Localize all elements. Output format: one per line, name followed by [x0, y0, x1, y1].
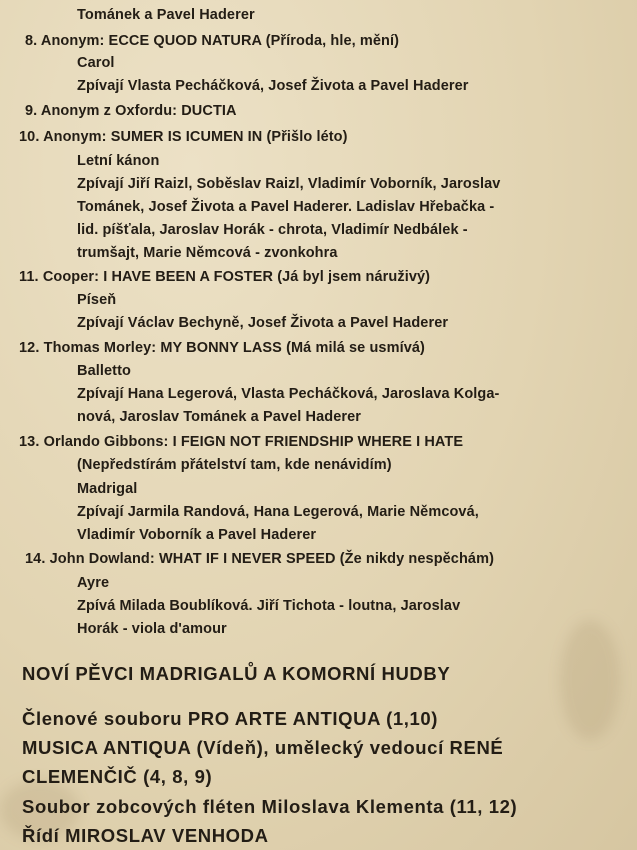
track-11-heading	[19, 269, 430, 285]
section-line-2: MUSICA ANTIQUA (Vídeň), umělecký vedoucí RENÉ	[22, 737, 504, 758]
track-11-number: 11.	[19, 269, 39, 285]
track-12-heading	[19, 340, 425, 356]
track-10-heading	[19, 129, 348, 145]
track-10-line-4: lid. píšťala, Jaroslav Horák - chrota, Vladimír Nedbálek -	[77, 222, 468, 238]
track-13-number: 13.	[19, 434, 40, 450]
track-8-line-2: Zpívají Vlasta Pecháčková, Josef Života a Pavel Haderer	[77, 78, 469, 94]
track-8-heading	[25, 33, 399, 49]
track-8-title: Anonym: ECCE QUOD NATURA (Příroda, hle, mění)	[40, 33, 400, 49]
track-13-line-4: Vladimír Voborník a Pavel Haderer	[77, 527, 317, 543]
track-12-line-3: nová, Jaroslav Tománek a Pavel Haderer	[77, 409, 362, 425]
track-12-number: 12.	[19, 340, 40, 356]
track-14-line-1: Ayre	[77, 575, 110, 591]
track-10-line-5: trumšajt, Marie Němcová - zvonkohra	[77, 245, 338, 261]
track-11-line-1: Píseň	[77, 292, 117, 308]
section-title: NOVÍ PĚVCI MADRIGALŮ A KOMORNÍ HUDBY	[22, 663, 451, 684]
track-10-line-1: Letní kánon	[77, 153, 160, 169]
track-14-heading	[25, 551, 494, 567]
track-13-heading	[19, 434, 463, 450]
track-9-number: 9.	[25, 103, 38, 119]
track-13-line-2: Madrigal	[77, 481, 138, 497]
track-13-line-1: (Nepředstírám přátelství tam, kde nenávidím)	[77, 457, 392, 473]
track-14-line-2: Zpívá Milada Boublíková. Jiří Tichota - loutna, Jaroslav	[77, 598, 461, 614]
track-12-line-2: Zpívají Hana Legerová, Vlasta Pecháčková, Jaroslava Kolga-	[77, 386, 500, 402]
section-line-1: Členové souboru PRO ARTE ANTIQUA (1,10)	[22, 708, 439, 729]
track-11-title: Cooper: I HAVE BEEN A FOSTER (Já byl jsem náruživý)	[42, 269, 431, 285]
track-13-title: Orlando Gibbons: I FEIGN NOT FRIENDSHIP WHERE I HATE	[43, 434, 464, 450]
track-14-number: 14.	[25, 551, 46, 567]
track-7-line-1: Tománek a Pavel Haderer	[77, 7, 255, 23]
track-10-line-2: Zpívají Jiří Raizl, Soběslav Raizl, Vladimír Voborník, Jaroslav	[77, 176, 501, 192]
track-8-line-1: Carol	[77, 55, 115, 71]
section-line-4: Soubor zobcových fléten Miloslava Klementa (11, 12)	[22, 796, 518, 817]
track-14-title: John Dowland: WHAT IF I NEVER SPEED (Že nikdy nespěchám)	[49, 551, 495, 567]
track-8-number: 8.	[25, 33, 38, 49]
track-13-line-3: Zpívají Jarmila Randová, Hana Legerová, Marie Němcová,	[77, 504, 479, 520]
track-10-number: 10.	[19, 129, 40, 145]
track-9-heading	[25, 103, 237, 119]
track-11-line-2: Zpívají Václav Bechyně, Josef Života a Pavel Haderer	[77, 315, 449, 331]
track-10-line-3: Tománek, Josef Života a Pavel Haderer. Ladislav Hřebačka -	[77, 199, 495, 215]
track-12-title: Thomas Morley: MY BONNY LASS (Má milá se usmívá)	[43, 340, 425, 356]
section-line-3: CLEMENČIČ (4, 8, 9)	[22, 766, 213, 787]
track-9-title: Anonym z Oxfordu: DUCTIA	[40, 103, 237, 119]
track-12-line-1: Balletto	[77, 363, 131, 379]
section-line-5: Řídí MIROSLAV VENHODA	[22, 825, 269, 846]
track-10-title: Anonym: SUMER IS ICUMEN IN (Přišlo léto)	[43, 129, 348, 145]
track-14-line-3: Horák - viola d'amour	[77, 621, 227, 637]
